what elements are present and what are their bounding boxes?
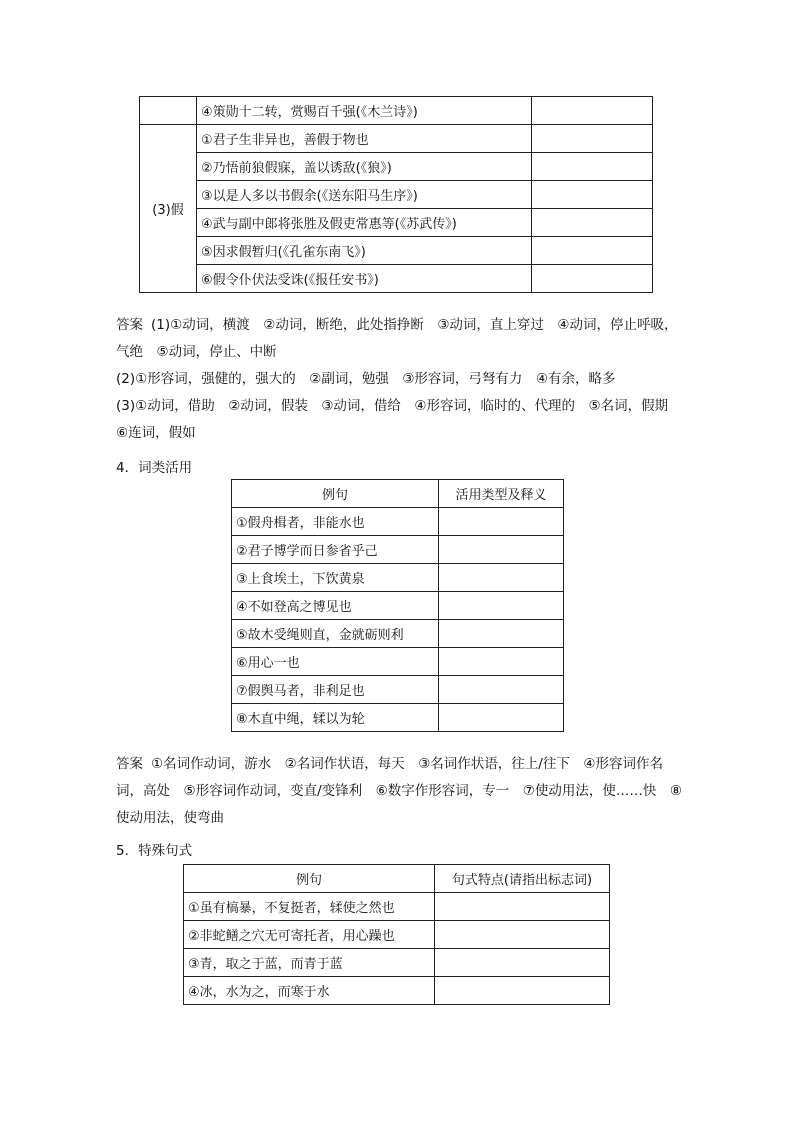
column-header: 句式特点(请指出标志词) bbox=[435, 865, 610, 893]
word-meaning-table bbox=[139, 96, 653, 293]
answer-text: ①名词作动词，游水 ②名词作状语，每天 ③名词作状语，往上/往下 ④形容词作名词，高处 ⑤形容词作动词，变直/变锋利 ⑥数字作形容词，专一 ⑦使动用法，使……快 ⑧使动用法，使弯曲 bbox=[116, 756, 682, 826]
table-row bbox=[140, 97, 653, 125]
example-cell: ④冰，水为之，而寒于水 bbox=[184, 977, 435, 1005]
answer-cell[interactable] bbox=[532, 181, 653, 209]
answer-cell[interactable] bbox=[439, 536, 564, 564]
answer-text: (1)①动词，横渡 ②动词，断绝，此处指挣断 ③动词，直上穿过 ④动词，停止呼吸，气绝 ⑤动词，停止、中断 bbox=[116, 317, 678, 360]
example-cell: ④不如登高之博见也 bbox=[232, 592, 439, 620]
answer-cell[interactable] bbox=[439, 704, 564, 732]
table-row bbox=[140, 153, 653, 181]
column-header: 活用类型及释义 bbox=[439, 480, 564, 508]
answer-block-1 bbox=[116, 312, 686, 447]
example-cell: ⑥用心一也 bbox=[232, 648, 439, 676]
example-cell: ③上食埃土，下饮黄泉 bbox=[232, 564, 439, 592]
example-cell: ①君子生非异也，善假于物也 bbox=[197, 125, 532, 153]
example-cell: ⑤因求假暂归(《孔雀东南飞》) bbox=[197, 237, 532, 265]
answer-label: 答案 bbox=[116, 756, 143, 772]
group-cell bbox=[140, 97, 197, 125]
group-cell: (3)假 bbox=[140, 125, 197, 293]
answer-cell[interactable] bbox=[532, 125, 653, 153]
section-heading: 4．词类活用 bbox=[116, 460, 193, 476]
answer-cell[interactable] bbox=[439, 564, 564, 592]
table-row bbox=[232, 564, 564, 592]
example-cell: ②君子博学而日参省乎己 bbox=[232, 536, 439, 564]
answer-label: 答案 bbox=[116, 317, 143, 333]
column-header: 例句 bbox=[184, 865, 435, 893]
table-row bbox=[184, 893, 610, 921]
table-row bbox=[140, 125, 653, 153]
answer-cell[interactable] bbox=[435, 921, 610, 949]
table-row bbox=[184, 921, 610, 949]
answer-cell[interactable] bbox=[435, 893, 610, 921]
example-cell: ③青，取之于蓝，而青于蓝 bbox=[184, 949, 435, 977]
answer-cell[interactable] bbox=[439, 620, 564, 648]
answer-cell[interactable] bbox=[435, 977, 610, 1005]
example-cell: ⑧木直中绳，𫐓以为轮 bbox=[232, 704, 439, 732]
example-cell: ③以是人多以书假余(《送东阳马生序》) bbox=[197, 181, 532, 209]
table-row bbox=[140, 209, 653, 237]
answer-cell[interactable] bbox=[532, 97, 653, 125]
example-cell: ⑤故木受绳则直，金就砺则利 bbox=[232, 620, 439, 648]
table-row bbox=[184, 949, 610, 977]
column-header: 例句 bbox=[232, 480, 439, 508]
example-cell: ①假舟楫者，非能水也 bbox=[232, 508, 439, 536]
table-row bbox=[232, 676, 564, 704]
answer-cell[interactable] bbox=[439, 592, 564, 620]
example-cell: ④武与副中郎将张胜及假吏常惠等(《苏武传》) bbox=[197, 209, 532, 237]
table-row bbox=[140, 237, 653, 265]
answer-line bbox=[116, 751, 686, 832]
answer-cell[interactable] bbox=[439, 676, 564, 704]
table-header-row bbox=[232, 480, 564, 508]
answer-line: (3)①动词，借助 ②动词，假装 ③动词，借给 ④形容词，临时的、代理的 ⑤名词，假期 ⑥连词，假如 bbox=[116, 398, 682, 441]
answer-line: (2)①形容词，强健的，强大的 ②副词，勉强 ③形容词，弓弩有力 ④有余，略多 bbox=[116, 371, 616, 387]
example-cell: ⑥假令仆伏法受诛(《报任安书》) bbox=[197, 265, 532, 293]
table-row bbox=[232, 592, 564, 620]
answer-cell[interactable] bbox=[439, 508, 564, 536]
part-of-speech-table bbox=[231, 479, 564, 732]
special-sentence-table bbox=[183, 864, 610, 1005]
table-row bbox=[232, 704, 564, 732]
answer-block-2 bbox=[116, 751, 686, 832]
table-row bbox=[140, 265, 653, 293]
answer-line bbox=[116, 312, 686, 366]
table-row bbox=[140, 181, 653, 209]
answer-cell[interactable] bbox=[532, 237, 653, 265]
answer-cell[interactable] bbox=[435, 949, 610, 977]
answer-cell[interactable] bbox=[439, 648, 564, 676]
table-row bbox=[232, 536, 564, 564]
answer-cell[interactable] bbox=[532, 265, 653, 293]
table-row bbox=[232, 508, 564, 536]
table-header-row bbox=[184, 865, 610, 893]
table-row bbox=[232, 648, 564, 676]
section-heading: 5．特殊句式 bbox=[116, 843, 193, 859]
example-cell: ④策勋十二转，赏赐百千强(《木兰诗》) bbox=[197, 97, 532, 125]
table-row bbox=[232, 620, 564, 648]
example-cell: ②非蛇鳝之穴无可寄托者，用心躁也 bbox=[184, 921, 435, 949]
answer-cell[interactable] bbox=[532, 153, 653, 181]
example-cell: ①虽有槁暴，不复挺者，𫐓使之然也 bbox=[184, 893, 435, 921]
table-row bbox=[184, 977, 610, 1005]
example-cell: ⑦假舆马者，非利足也 bbox=[232, 676, 439, 704]
answer-cell[interactable] bbox=[532, 209, 653, 237]
example-cell: ②乃悟前狼假寐，盖以诱敌(《狼》) bbox=[197, 153, 532, 181]
